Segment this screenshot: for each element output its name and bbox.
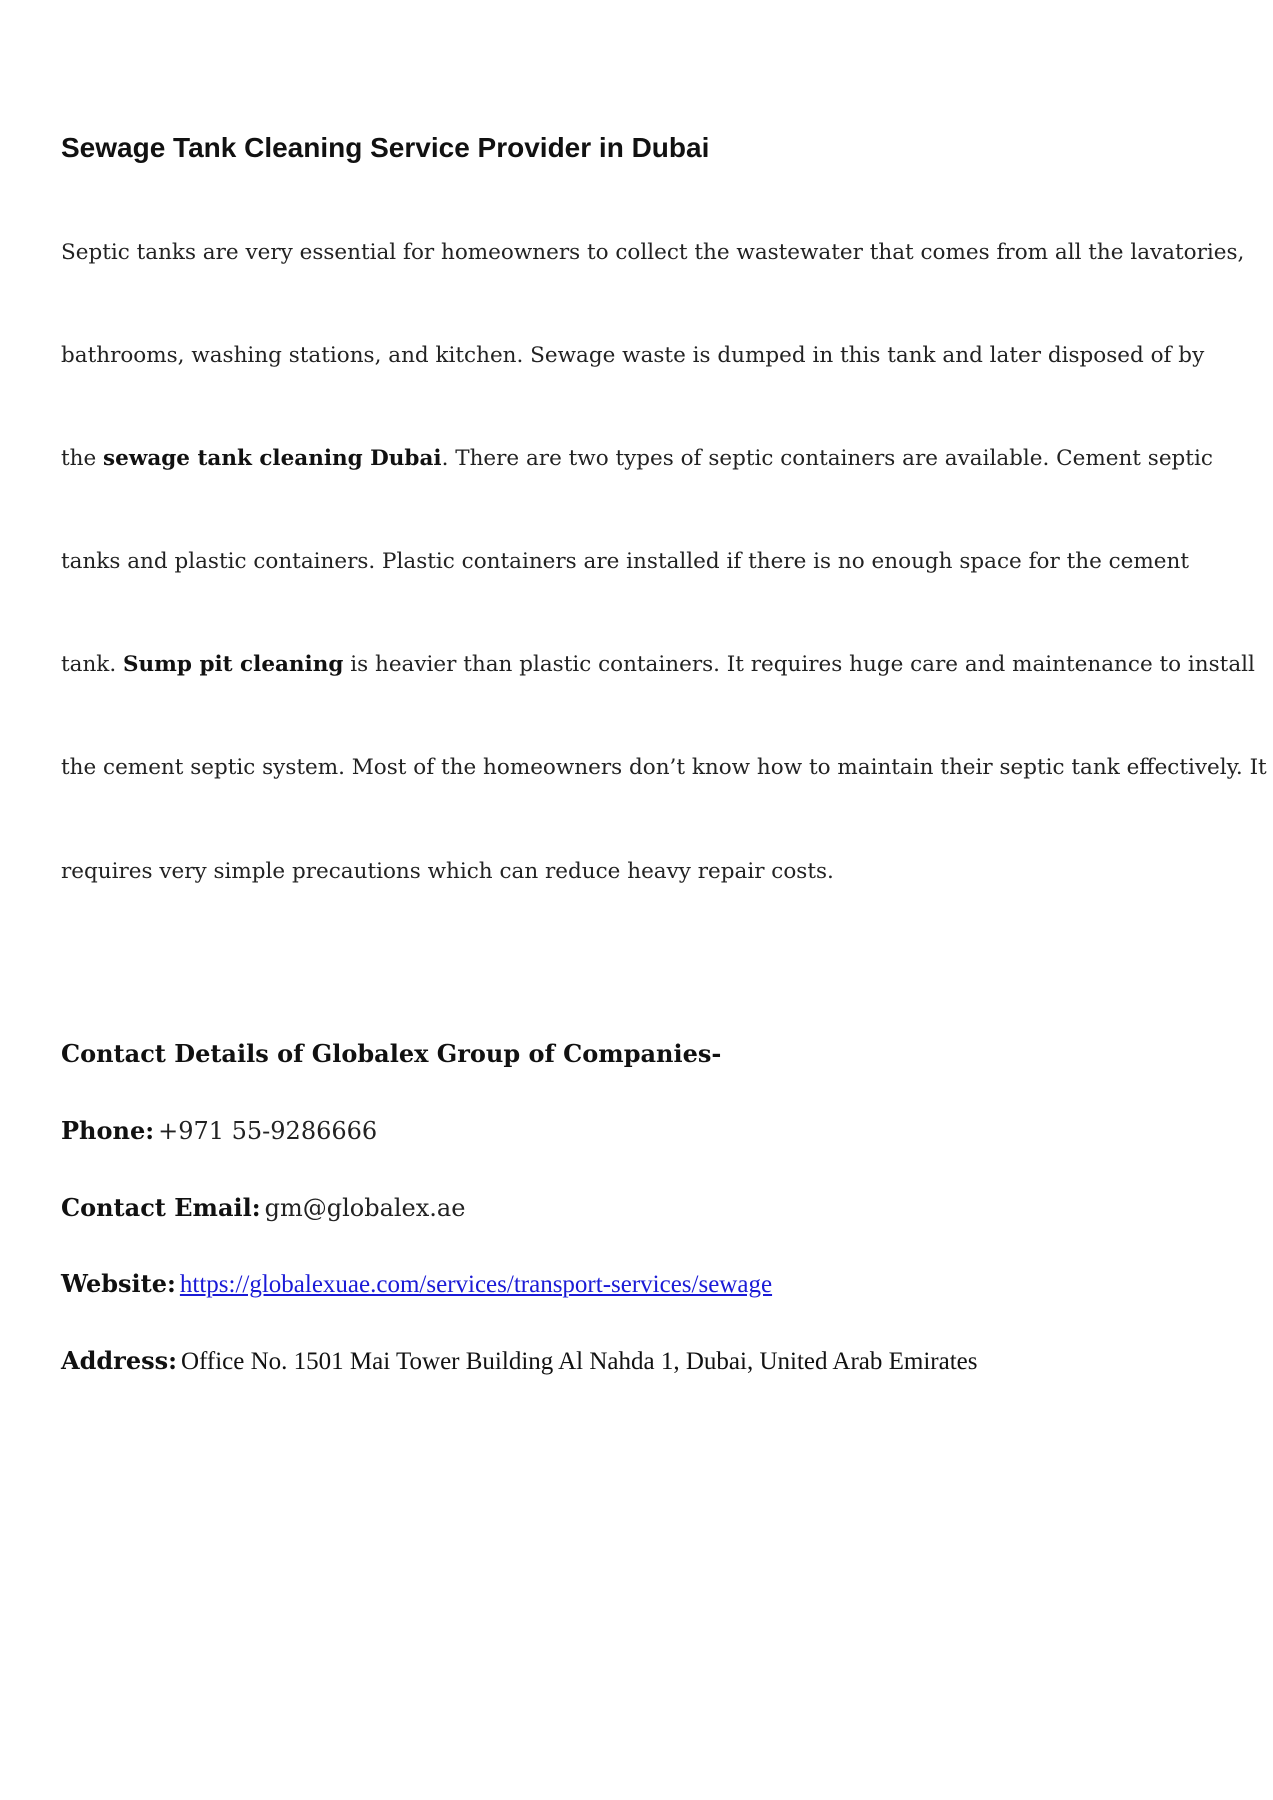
- intro-text: tank.: [61, 652, 124, 677]
- intro-line: [61, 444, 1213, 474]
- email-value: gm@globalex.ae: [264, 1194, 466, 1222]
- address-label: Address:: [61, 1346, 177, 1375]
- website-row: [61, 1266, 772, 1306]
- email-row: [61, 1190, 465, 1230]
- phone-value: +971 55-9286666: [158, 1117, 378, 1145]
- intro-text: . There are two types of septic containers are available. Cement septic: [441, 446, 1213, 471]
- intro-text: the: [61, 446, 104, 471]
- intro-line: bathrooms, washing stations, and kitchen. Sewage waste is dumped in this tank and later disposed of by: [61, 343, 1205, 368]
- email-label: Contact Email:: [61, 1193, 261, 1222]
- website-label: Website:: [61, 1269, 176, 1298]
- keyword-sump-pit-cleaning: Sump pit cleaning: [123, 652, 344, 677]
- address-row: [61, 1343, 977, 1383]
- contact-heading: Contact Details of Globalex Group of Companies-: [61, 1039, 722, 1068]
- keyword-sewage-tank-cleaning: sewage tank cleaning Dubai: [103, 446, 442, 471]
- intro-text: is heavier than plastic containers. It requires huge care and maintenance to install: [343, 652, 1255, 677]
- website-link[interactable]: https://globalexuae.com/services/transport-services/sewage: [179, 1271, 773, 1298]
- intro-line: [61, 650, 1255, 680]
- intro-line: tanks and plastic containers. Plastic containers are installed if there is no enough space for the cement: [61, 549, 1189, 574]
- intro-line: requires very simple precautions which can reduce heavy repair costs.: [61, 859, 834, 884]
- intro-line: the cement septic system. Most of the homeowners don’t know how to maintain their septic tank effectively. It: [61, 755, 1267, 780]
- phone-label: Phone:: [61, 1116, 155, 1145]
- address-value: Office No. 1501 Mai Tower Building Al Nahda 1, Dubai, United Arab Emirates: [180, 1348, 978, 1375]
- intro-line: Septic tanks are very essential for homeowners to collect the wastewater that comes from all the lavatories,: [61, 240, 1245, 265]
- phone-row: [61, 1113, 377, 1153]
- page-title: Sewage Tank Cleaning Service Provider in Dubai: [61, 132, 710, 163]
